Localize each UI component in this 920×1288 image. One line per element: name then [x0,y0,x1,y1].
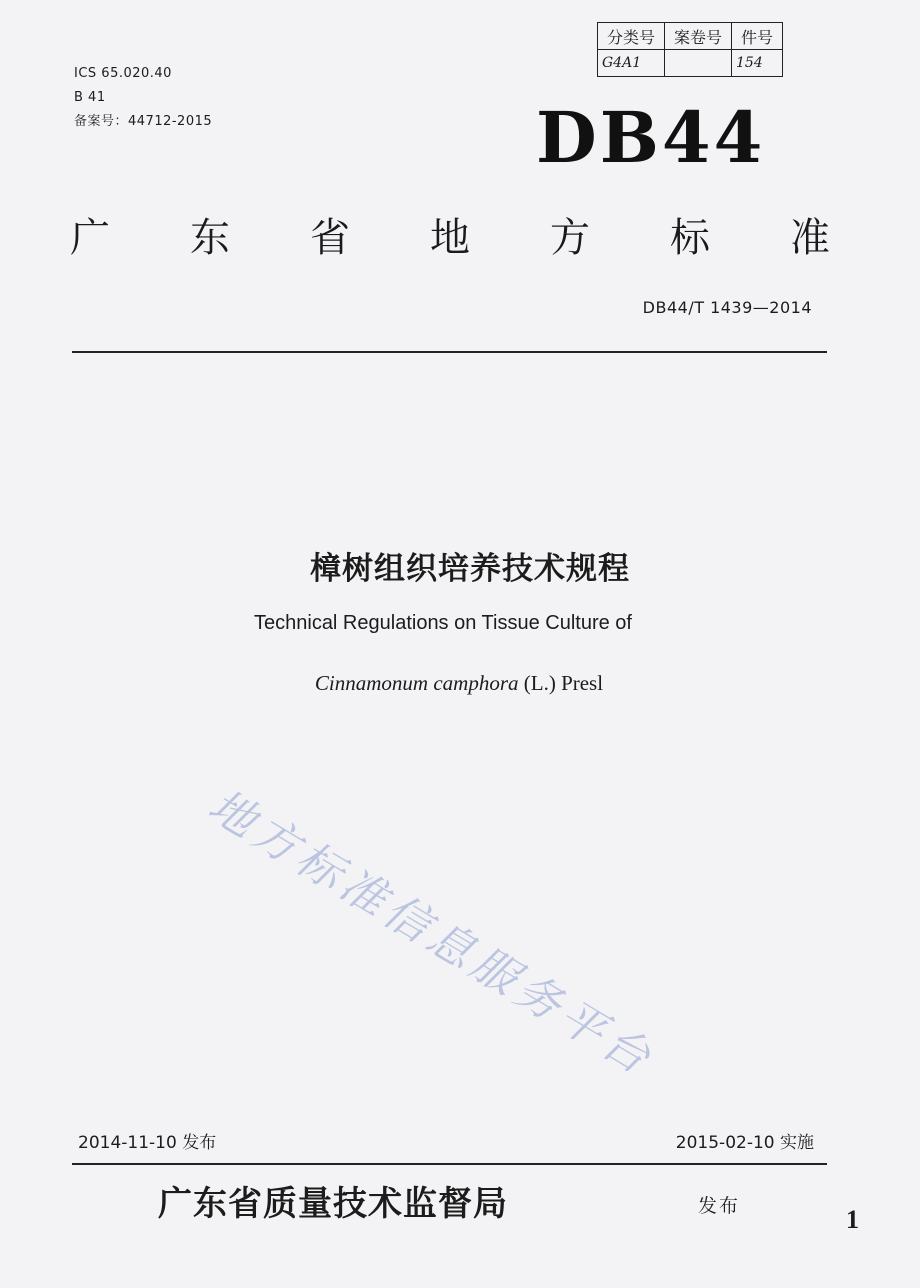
stamp-value-item: 154 [732,50,783,77]
issuing-suffix: 发布 [698,1195,741,1217]
watermark: 地方标准信息服务平台 [199,778,665,1087]
title-english-line1: Technical Regulations on Tissue Culture of [254,612,632,634]
standard-type-char: 广 [70,215,110,261]
author-citation: (L.) Presl [518,671,604,695]
standard-type-char: 地 [430,215,470,261]
page-number: 1 [846,1205,859,1234]
issuing-authority: 广东省质量技术监督局 [158,1184,508,1224]
standard-type-char: 方 [550,215,590,261]
stamp-header-item: 件号 [732,23,783,50]
scientific-name: Cinnamonum camphora [314,671,519,695]
stamp-header-volume: 案卷号 [665,23,732,50]
standard-type-char: 准 [790,215,830,261]
top-divider [72,351,827,353]
classification-block [74,62,212,134]
ics-code: ICS 65.020.40 [74,66,172,81]
standard-type-char: 省 [310,215,350,261]
standard-type-heading [70,206,830,263]
ccs-code: B 41 [74,90,106,105]
publish-date: 2014-11-10 发布 [78,1133,217,1153]
record-number: 备案号：44712-2015 [74,114,213,129]
standard-number: DB44/T 1439—2014 [642,298,812,317]
title-english-line2 [0,671,920,696]
title-chinese: 樟树组织培养技术规程 [310,551,630,587]
standard-type-char: 东 [190,215,230,261]
effective-date: 2015-02-10 实施 [675,1133,814,1153]
standard-code-logo: DB44 [536,96,766,179]
stamp-value-volume [665,50,732,77]
archive-stamp [597,22,783,77]
stamp-value-category: G4A1 [598,50,665,77]
standard-type-char: 标 [670,215,710,261]
stamp-header-category: 分类号 [598,23,665,50]
bottom-divider [72,1163,827,1165]
